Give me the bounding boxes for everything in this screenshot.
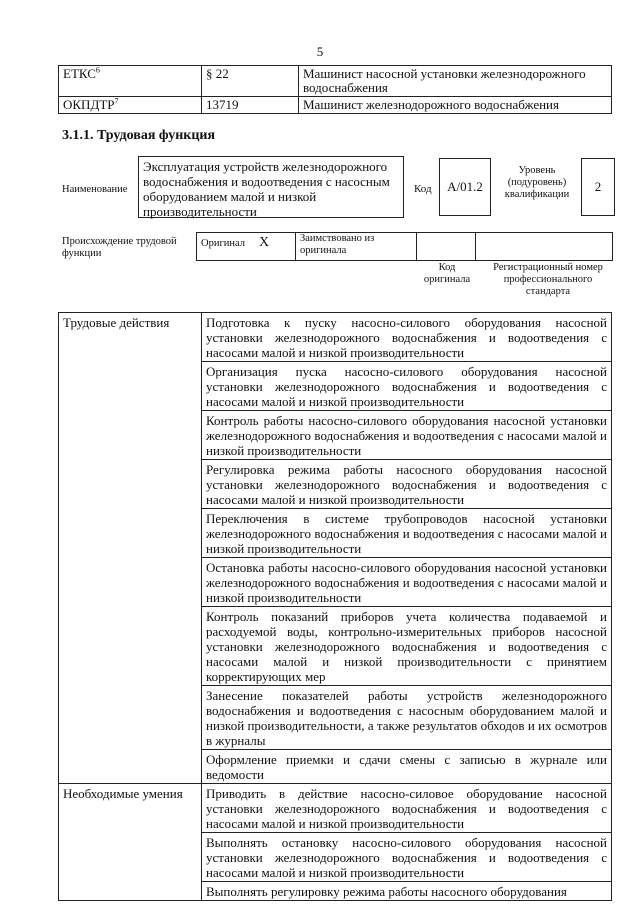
table-row bbox=[197, 233, 613, 261]
classifier-table bbox=[58, 65, 612, 114]
skill-item: Выполнять остановку насосно-силового оборудования насосной установки железнодорожного водоснабжения и водоотведения с насосами малой и низкой производительности bbox=[202, 833, 612, 882]
origin-code-cell bbox=[417, 233, 476, 261]
function-details-table bbox=[58, 312, 612, 901]
classifier-name: Машинист железнодорожного водоснабжения bbox=[299, 97, 612, 114]
origin-label: Происхождение трудовой функции bbox=[62, 236, 177, 259]
classifier-name: Машинист насосной установки железнодорожного водоснабжения bbox=[299, 66, 612, 97]
original-cell bbox=[197, 233, 296, 261]
registration-number-caption: Регистрационный номер профессионального стандарта bbox=[493, 262, 603, 297]
qualification-level-label: Уровень (подуровень) квалификации bbox=[504, 165, 570, 200]
origin-table bbox=[196, 232, 613, 261]
labor-action-item: Подготовка к пуску насосно-силового оборудования насосной установки железнодорожного водоснабжения и водоотведения с насосами малой и низкой производительности bbox=[202, 313, 612, 362]
required-skills-label: Необходимые умения bbox=[59, 784, 202, 901]
table-row bbox=[59, 66, 612, 97]
labor-action-item: Организация пуска насосно-силового оборудования насосной установки железнодорожного водоснабжения и водоотведения с насосами малой и низкой производительности bbox=[202, 362, 612, 411]
classifier-code: ОКПДТР$^7$ bbox=[59, 97, 202, 114]
code-original-caption: Код оригинала bbox=[423, 262, 471, 285]
code-label: Код bbox=[414, 183, 432, 195]
name-label: Наименование bbox=[62, 184, 128, 195]
original-mark: X bbox=[259, 235, 270, 250]
labor-action-item: Остановка работы насосно-силового оборудования насосной установки железнодорожного водоснабжения и водоотведения с насосами малой и низкой производительности bbox=[202, 558, 612, 607]
table-row bbox=[59, 313, 612, 362]
skill-item: Приводить в действие насосно-силовое оборудование насосной установки железнодорожного водоснабжения и водоотведения с насосами малой и низкой производительности bbox=[202, 784, 612, 833]
function-name-value: Эксплуатация устройств железнодорожного водоснабжения и водоотведения с насосным оборудованием малой и низкой производительности bbox=[138, 156, 404, 218]
labor-action-item: Переключения в системе трубопроводов насосной установки железнодорожного водоснабжения и водоотведения с насосами малой и низкой производительности bbox=[202, 509, 612, 558]
labor-action-item: Контроль показаний приборов учета количества подаваемой и расходуемой воды, контрольно-измерительных приборов насосной установки железнодорожного водоснабжения и водоотведения с насосами малой и низкой производительности с принятием корректирующих мер bbox=[202, 607, 612, 686]
origin-reg-number-cell bbox=[476, 233, 613, 261]
classifier-number: § 22 bbox=[202, 66, 299, 97]
table-row bbox=[59, 784, 612, 833]
original-label: Оригинал bbox=[201, 238, 245, 249]
labor-actions-label: Трудовые действия bbox=[59, 313, 202, 784]
qualification-level-value: 2 bbox=[581, 158, 615, 216]
page-number: 5 bbox=[316, 44, 324, 59]
skill-item: Выполнять регулировку режима работы насосного оборудования bbox=[202, 882, 612, 901]
labor-action-item: Контроль работы насосно-силового оборудования насосной установки железнодорожного водоснабжения и водоотведения с насосами малой и низкой производительности bbox=[202, 411, 612, 460]
labor-action-item: Оформление приемки и сдачи смены с записью в журнале или ведомости bbox=[202, 750, 612, 784]
classifier-number: 13719 bbox=[202, 97, 299, 114]
classifier-code: ЕТКС$^6$ bbox=[59, 66, 202, 97]
table-row bbox=[59, 97, 612, 114]
function-code-value: A/01.2 bbox=[439, 158, 491, 216]
labor-action-item: Занесение показателей работы устройств железнодорожного водоснабжения и водоотведения с насосным оборудованием малой и низкой производительности, а также результатов обходов и их осмотров в журналы bbox=[202, 686, 612, 750]
section-title: 3.1.1. Трудовая функция bbox=[62, 128, 216, 143]
borrowed-label: Заимствовано из оригинала bbox=[296, 233, 417, 261]
labor-action-item: Регулировка режима работы насосного оборудования насосной установки железнодорожного водоснабжения и водоотведения с насосами малой и низкой производительности bbox=[202, 460, 612, 509]
